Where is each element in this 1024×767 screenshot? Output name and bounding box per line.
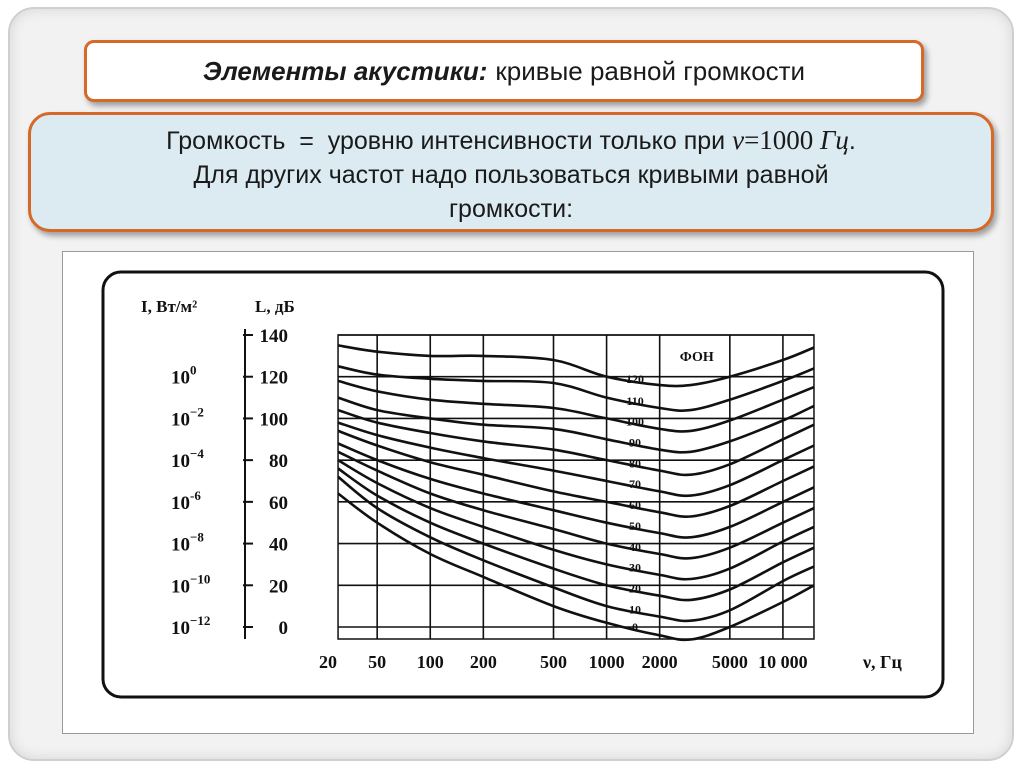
x-tick-label: 20 xyxy=(319,652,338,672)
phon-label: 60 xyxy=(629,498,642,513)
phon-label: 20 xyxy=(629,581,642,596)
y-tick-label-I: $10^{-12}$ xyxy=(171,613,211,639)
x-tick-label: 200 xyxy=(469,652,497,672)
info-line1-prefix: Громкость = уровню интенсивности только при xyxy=(166,127,733,155)
x-tick-label: 5000 xyxy=(711,652,748,672)
formula-unit: Гц xyxy=(820,125,849,155)
phon-label: 50 xyxy=(629,518,642,533)
x-tick-label: 1000 xyxy=(588,652,625,672)
chart-panel xyxy=(62,251,974,734)
phon-label: 70 xyxy=(629,477,642,492)
info-line-1 xyxy=(31,123,991,158)
y-tick-label-I: $10^{-4}$ xyxy=(171,446,204,473)
formula-num: 1000 xyxy=(759,125,814,155)
y-tick-label-I: $10^0$ xyxy=(171,362,197,389)
formula-eq: = xyxy=(744,125,760,155)
x-tick-label: 10 000 xyxy=(758,652,808,672)
y-tick-label-I: $10^{-8}$ xyxy=(171,529,204,556)
phon-label: 90 xyxy=(629,435,642,450)
phon-label: 10 xyxy=(629,602,642,617)
formula xyxy=(732,125,849,155)
y-tick-label-I: $10^{-2}$ xyxy=(171,404,204,431)
formula-var: ν xyxy=(732,125,745,155)
y-tick-label-L: 120 xyxy=(259,367,288,389)
legend-title-fon: ФОН xyxy=(679,350,714,365)
y-tick-label-L: 100 xyxy=(259,409,288,431)
formula-end: . xyxy=(848,127,856,155)
info-line-3: громкости: xyxy=(448,195,574,223)
y-tick-label-L: 20 xyxy=(269,576,288,598)
info-line-2: Для других частот надо пользоваться кривыми равной xyxy=(193,161,829,189)
x-axis-title: ν, Гц xyxy=(863,652,902,672)
x-tick-label: 50 xyxy=(368,652,387,672)
y-axis-title-L: L, дБ xyxy=(255,297,295,316)
y-tick-label-L: 60 xyxy=(269,492,288,514)
equal-loudness-chart xyxy=(63,252,973,733)
y-tick-label-I: $10^{-6}$ xyxy=(171,487,201,514)
title-emphasis: Элементы акустики: xyxy=(202,55,488,86)
title-rest: кривые равной громкости xyxy=(495,55,806,86)
y-tick-label-L: 40 xyxy=(269,534,288,556)
y-tick-label-L: 140 xyxy=(259,326,288,347)
x-tick-label: 2000 xyxy=(641,652,678,672)
phon-label: 30 xyxy=(629,560,642,575)
x-tick-label: 100 xyxy=(416,652,444,672)
y-tick-label-L: 0 xyxy=(278,618,288,639)
y-axis-title-I: I, Вт/м² xyxy=(141,297,198,316)
phon-label: 40 xyxy=(629,539,642,554)
phon-label: 110 xyxy=(626,393,644,408)
phon-label: 0 xyxy=(632,620,639,635)
slide-title xyxy=(84,40,924,102)
info-box xyxy=(28,112,994,232)
y-tick-label-L: 80 xyxy=(269,451,288,473)
phon-label: 120 xyxy=(626,371,645,386)
x-tick-label: 500 xyxy=(540,652,568,672)
phon-label: 80 xyxy=(629,456,642,471)
phon-label: 100 xyxy=(626,414,645,429)
y-tick-label-I: $10^{-10}$ xyxy=(171,571,211,598)
